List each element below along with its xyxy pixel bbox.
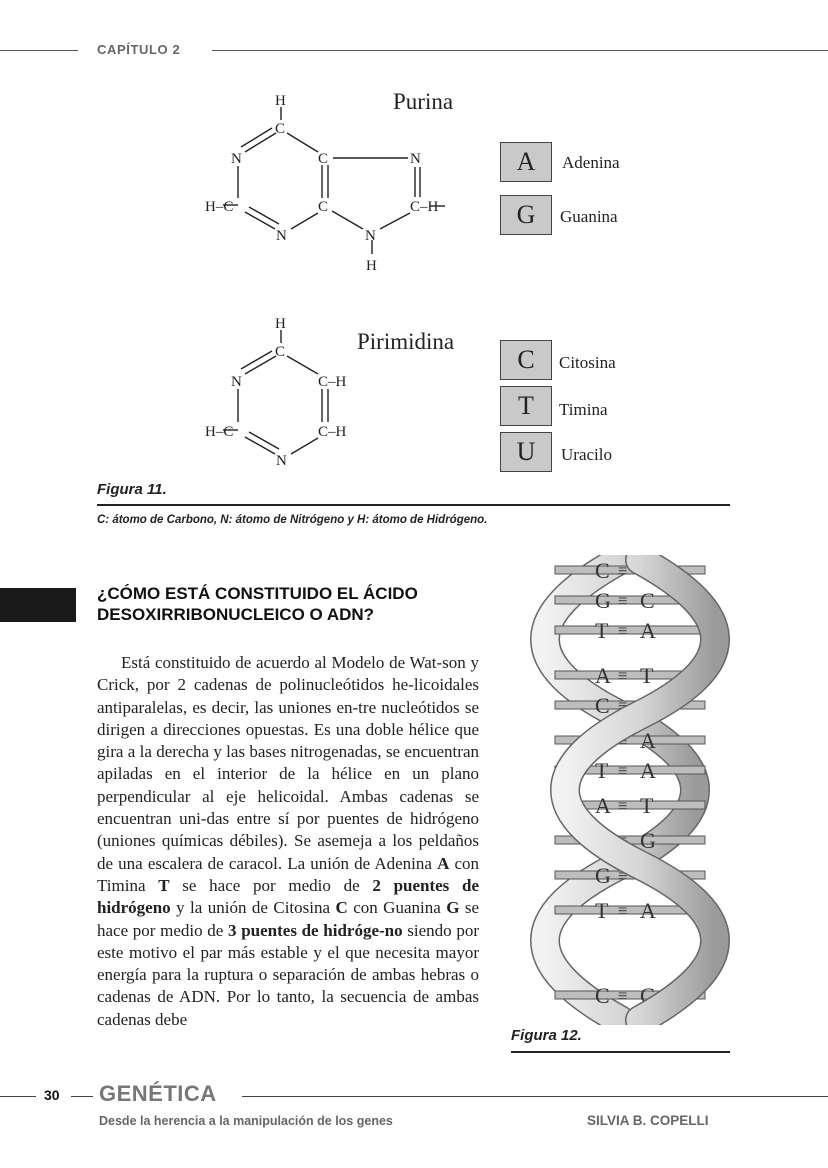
pyrimidine-atoms	[205, 316, 347, 469]
text-run: se hace por medio de	[97, 898, 480, 940]
atom-label: N	[365, 228, 376, 244]
text-run: con Timina	[97, 853, 480, 895]
purine-bonds	[223, 107, 445, 254]
base-letter-box: G	[500, 195, 552, 235]
atom-label: C–H	[318, 424, 347, 440]
bold-run: A	[437, 853, 450, 873]
base-name: Adenina	[562, 153, 620, 172]
hydrogen-bond-mark: ≡	[618, 623, 628, 640]
atom-label: N	[231, 151, 242, 167]
base-right-label: T	[640, 793, 654, 818]
figure-11-label: Figura 11.	[97, 481, 167, 498]
base-right-label: A	[640, 728, 656, 753]
section-title-line: ¿CÓMO ESTÁ CONSTITUIDO EL ÁCIDO	[97, 584, 418, 603]
book-subtitle: Desde la herencia a la manipulación de los genes	[99, 1114, 393, 1128]
base-letter-box: A	[500, 142, 552, 182]
section-title-line: DESOXIRRIBONUCLEICO O ADN?	[97, 605, 375, 624]
atom-label: H–C	[205, 199, 234, 215]
body-paragraph	[97, 652, 479, 1031]
text-run: siendo por este motivo el par más estable y el que necesita mayor energía para la ruptura o separación de ambas hebras o cadenas de ADN. Por lo tanto, la secuencia de ambas cadenas debe	[97, 920, 480, 1029]
base-name: Guanina	[560, 207, 618, 226]
page-number: 30	[44, 1087, 60, 1103]
hydrogen-bond-mark: ≡	[618, 988, 628, 1005]
base-right-label: C	[640, 863, 655, 888]
base-letter-box: T	[500, 386, 552, 426]
base-left-label: G	[595, 863, 611, 888]
base-right-label: G	[640, 828, 656, 853]
hydrogen-bond-mark: ≡	[618, 698, 628, 715]
base-name: Timina	[559, 400, 608, 419]
hydrogen-bond-mark: ≡	[618, 903, 628, 920]
atom-label: H	[366, 258, 377, 274]
base-right-label: T	[640, 663, 654, 688]
section-marker	[0, 588, 76, 622]
hydrogen-bond-mark: ≡	[618, 868, 628, 885]
dna-double-helix-illustration	[500, 555, 750, 1025]
hydrogen-bond-mark: ≡	[618, 833, 628, 850]
atom-label: N	[276, 228, 287, 244]
base-right-label: A	[640, 758, 656, 783]
book-author: SILVIA B. COPELLI	[587, 1113, 709, 1128]
text-run: se hace por medio de	[182, 875, 360, 895]
chapter-label: CAPÍTULO 2	[97, 42, 181, 57]
text-run: Está constituido de acuerdo al Modelo de Wat-son y Crick, por 2 cadenas de polinucleótidos he-licoidales antiparalelas, es decir, las uniones en-tre nucleótidos se dirigen a direcciones opuestas. Es una doble hélice que gira a la derecha y las bases nitrogenadas, se encuentran apiladas en el interior de la hélice en un plano perpendicular al eje helicoidal. Ambas cadenas se encuentran uni-das entre sí por puentes de hidrógeno (uniones químicas débiles). Se asemeja a los peldaños de una escalera de caracol. La unión de Adenina	[97, 653, 479, 873]
base-pair	[555, 618, 705, 643]
base-letter-box: U	[500, 432, 552, 472]
text-run: y la unión de Citosina	[176, 898, 331, 918]
footer-rule	[242, 1096, 828, 1097]
base-right-label: G	[640, 558, 656, 583]
hydrogen-bond-mark: ≡	[618, 763, 628, 780]
base-right-label: A	[640, 618, 656, 643]
base-left-label: T	[595, 898, 609, 923]
text-run: con Guanina	[353, 898, 441, 918]
base-right-label: G	[640, 693, 656, 718]
hydrogen-bond-mark: ≡	[618, 798, 628, 815]
atom-label: C–H	[318, 374, 347, 390]
bold-run: C	[335, 898, 348, 918]
atom-label: C	[275, 344, 286, 360]
base-left-label: C	[595, 693, 610, 718]
base-name: Citosina	[559, 353, 616, 372]
base-right-label: A	[640, 898, 656, 923]
atom-label: N	[231, 374, 242, 390]
atom-label: C–H	[410, 199, 439, 215]
hydrogen-bond-mark: ≡	[618, 593, 628, 610]
hydrogen-bond-mark: ≡	[618, 668, 628, 685]
base-left-label: T	[595, 728, 609, 753]
base-left-label: C	[595, 983, 610, 1008]
bold-run: T	[158, 875, 170, 895]
bold-run: G	[446, 898, 460, 918]
figure-12-label: Figura 12.	[511, 1027, 582, 1044]
figure-11-caption: C: átomo de Carbono, N: átomo de Nitrógeno y H: átomo de Hidrógeno.	[97, 514, 488, 526]
atom-label: H	[275, 316, 286, 332]
bold-run: 3 puentes de hidróge-no	[228, 920, 403, 940]
footer-rule	[0, 1096, 36, 1097]
base-letter-box: C	[500, 340, 552, 380]
atom-label: N	[276, 453, 287, 469]
base-pair-bar	[555, 626, 705, 634]
section-title	[97, 583, 497, 625]
base-left-label: T	[595, 758, 609, 783]
hydrogen-bond-mark: ≡	[618, 563, 628, 580]
base-left-label: C	[595, 828, 610, 853]
figure-11-rule	[97, 504, 730, 506]
purine-title: Purina	[393, 89, 454, 114]
base-left-label: G	[595, 588, 611, 613]
hydrogen-bond-mark: ≡	[618, 733, 628, 750]
atom-label: H	[275, 93, 286, 109]
base-right-label: G	[640, 983, 656, 1008]
base-right-label: C	[640, 588, 655, 613]
atom-label: H–C	[205, 424, 234, 440]
bold-run: 2 puentes de hidrógeno	[97, 875, 480, 918]
atom-label: C	[275, 121, 286, 137]
atom-label: C	[318, 199, 329, 215]
figure-11-structures	[0, 0, 828, 480]
base-left-label: C	[595, 558, 610, 583]
book-title: GENÉTICA	[99, 1081, 217, 1106]
atom-label: C	[318, 151, 329, 167]
footer-rule	[71, 1096, 93, 1097]
figure-12-rule	[511, 1051, 730, 1053]
base-name: Uracilo	[561, 445, 612, 464]
base-left-label: A	[595, 663, 611, 688]
atom-label: N	[410, 151, 421, 167]
base-left-label: A	[595, 793, 611, 818]
base-left-label: T	[595, 618, 609, 643]
pyrimidine-title: Pirimidina	[357, 329, 455, 354]
